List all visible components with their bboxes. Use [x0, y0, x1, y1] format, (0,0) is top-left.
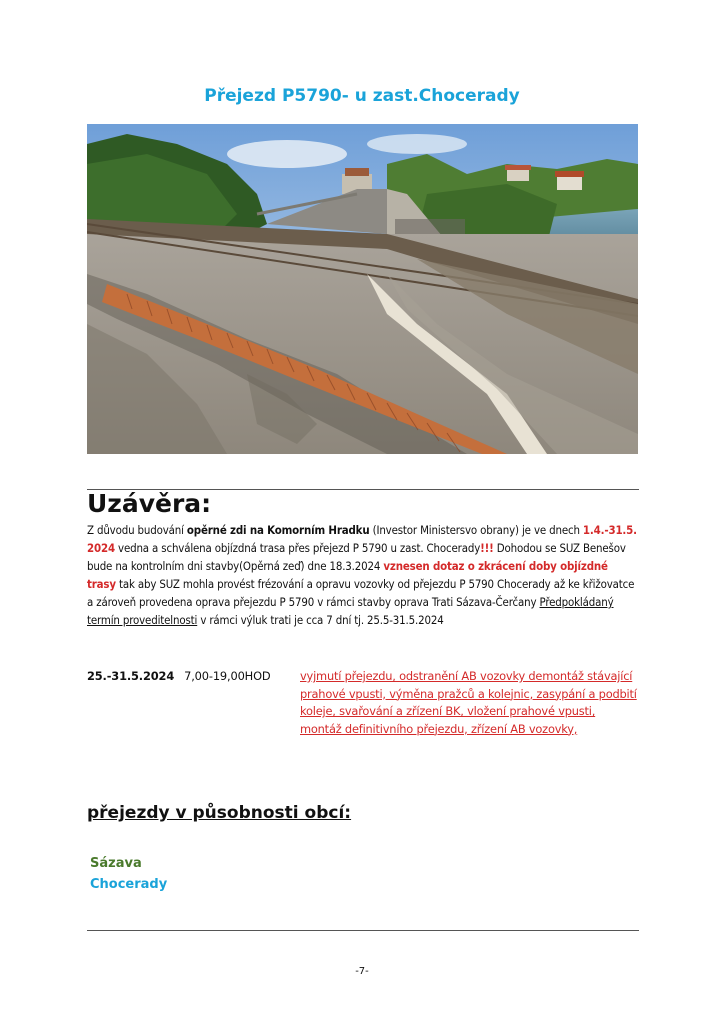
para-text-5: tak aby SUZ mohla provést frézování a opravu vozovky od přejezdu P 5790 Chocerady až ke křižovatce a zároveň provedena oprava přejezdu P 5790 v rámci stavby oprava Trati Sázava-Čerčany [87, 577, 635, 609]
schedule-works: vyjmutí přejezdu, odstranění AB vozovky demontáž stávající prahové vpusti, výměna pražců a kolejnic, zasypání a podbití koleje, svařování a zřízení BK, vložení prahové vpusti, montáž definitivního přejezdu, zřízení AB vozovky, [300, 669, 637, 736]
schedule-date-time [87, 669, 271, 683]
para-date-range: 1.4.-31.5. 2024 [87, 523, 637, 555]
municipalities-heading: přejezdy v působnosti obcí: [87, 803, 352, 823]
para-underlined-term: Předpokládaný termín proveditelnosti [87, 595, 614, 627]
municipality-chocerady: Chocerady [90, 877, 168, 892]
page-number: -7- [355, 966, 369, 977]
municipality-sazava: Sázava [90, 856, 142, 871]
railway-crossing-photo [87, 124, 638, 454]
page-title: Přejezd P5790- u zast.Chocerady [204, 86, 520, 106]
para-text-6: v rámci výluk trati je cca 7 dní tj. 25.5-31.5.2024 [197, 613, 444, 627]
schedule-hours: 7,00-19,00HOD [184, 669, 271, 683]
para-text-1: Z důvodu budování [87, 523, 187, 537]
closure-paragraph [87, 521, 639, 629]
section-heading-closure: Uzávěra: [87, 489, 212, 518]
para-text-4: Dohodou se SUZ Benešov bude na kontrolním dni stavby(Opěrná zeď) dne 18.3.2024 [87, 541, 626, 573]
section-divider-bottom [87, 930, 639, 931]
para-exclamation: !!! [480, 541, 494, 555]
para-text-3: vedna a schválena objízdná trasa přes přejezd P 5790 u zast. Chocerady [114, 541, 481, 555]
schedule-dates: 25.-31.5.2024 [87, 669, 175, 683]
para-text-2: (Investor Ministersvo obrany) je ve dnech [369, 523, 583, 537]
para-red-request: vznesen dotaz o zkrácení doby objízdné trasy [87, 559, 608, 591]
para-bold-retaining-wall: opěrné zdi na Komorním Hradku [186, 523, 370, 537]
